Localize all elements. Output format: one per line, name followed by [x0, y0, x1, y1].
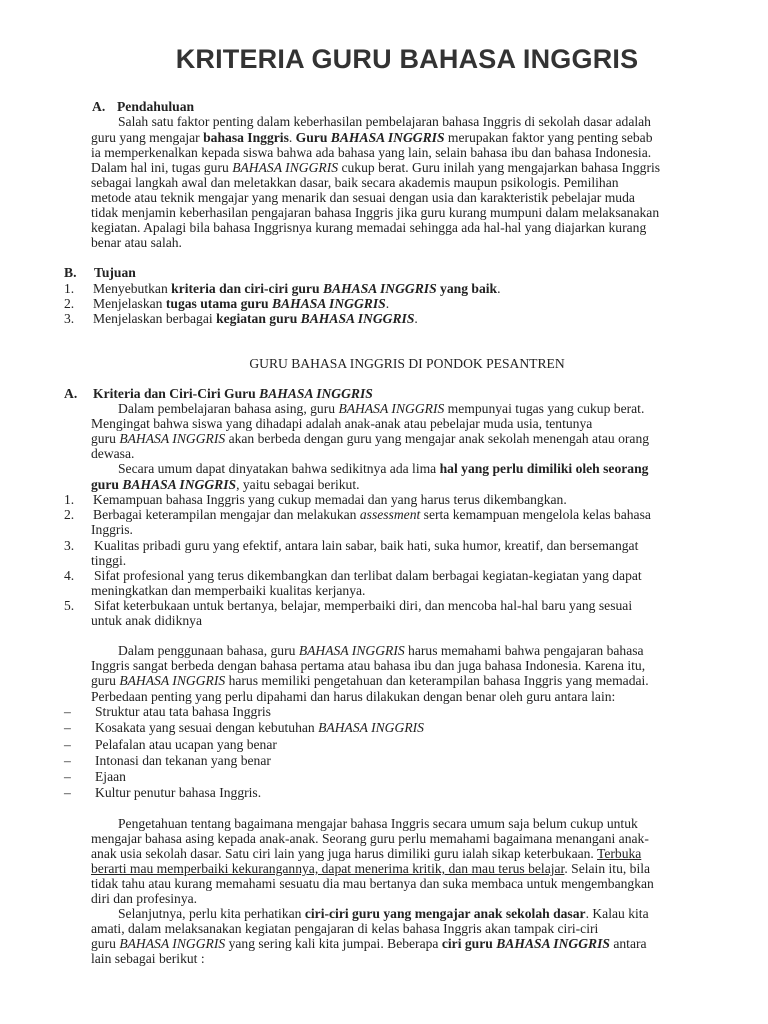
tujuan-item-2: Menjelaskan tugas utama guru BAHASA INGGRIS. [93, 296, 390, 311]
penggunaan-line-2: Inggris sangat berbeda dengan bahasa pertama atau bahasa ibu dan juga bahasa Indonesia. Karena itu, [91, 658, 646, 673]
section-number-b: B. [64, 265, 77, 280]
pengetahuan-line-5: tidak tahu atau kurang memahami sesuatu dia mau bertanya dan suka membaca untuk mengembangkan [91, 876, 654, 891]
penggunaan-line-4: Perbedaan penting yang perlu dipahami dan harus dilakukan dengan benar oleh guru antara lain: [91, 689, 616, 704]
penggunaan-line-3: guru BAHASA INGGRIS harus memiliki pengetahuan dan keterampilan bahasa Inggris yang memadai. [91, 673, 649, 688]
pengetahuan-line-4: berarti mau memperbaiki kekurangannya, dapat menerima kritik, dan mau terus belajar. Selain itu, bila [91, 861, 651, 876]
kriteria-p2-line-1: Secara umum dapat dinyatakan bahwa sedikitnya ada lima hal yang perlu dimiliki oleh seorang [118, 461, 649, 476]
bullet-2-marker: – [64, 720, 71, 735]
kriteria-item-2-line-2: Inggris. [91, 522, 133, 537]
bullet-5-marker: – [64, 769, 71, 784]
bullet-4-marker: – [64, 753, 71, 768]
intro-line-6: metode atau teknik mengajar yang menarik dan sesuai dengan usia dan karakteristik pebelajar muda [91, 190, 635, 205]
kriteria-p2-line-2: guru BAHASA INGGRIS, yaitu sebagai berikut. [91, 477, 360, 492]
intro-line-7: tidak menjamin keberhasilan pengajaran bahasa Inggris jika guru kurang mumpuni dalam melaksanakan [91, 205, 660, 220]
kriteria-p1-line-4: dewasa. [91, 446, 135, 461]
pengetahuan-line-1: Pengetahuan tentang bagaimana mengajar bahasa Inggris secara umum saja belum cukup untuk [118, 816, 638, 831]
selanjutnya-line-3: guru BAHASA INGGRIS yang sering kali kita jumpai. Beberapa ciri guru BAHASA INGGRIS antara [91, 936, 647, 951]
section-number-a: A. [92, 99, 106, 114]
kriteria-item-4-number: 4. [64, 568, 75, 583]
pengetahuan-line-6: diri dan profesinya. [91, 891, 198, 906]
kriteria-item-3-line-1: Kualitas pribadi guru yang efektif, antara lain sabar, baik hati, suka humor, kreatif, dan bersemangat [94, 538, 639, 553]
kriteria-item-5-line-2: untuk anak didiknya [91, 613, 202, 628]
section-heading-pendahuluan: Pendahuluan [117, 99, 195, 114]
kriteria-item-2-line-1: Berbagai keterampilan mengajar dan melakukan assessment serta kemampuan mengelola kelas bahasa [93, 507, 651, 522]
kriteria-p1-line-1: Dalam pembelajaran bahasa asing, guru BAHASA INGGRIS mempunyai tugas yang cukup berat. [118, 401, 645, 416]
intro-line-3: ia memperkenalkan kepada siswa bahwa ada bahasa yang lain, selain bahasa ibu dan bahasa Indonesia. [91, 145, 652, 160]
bullet-3-marker: – [64, 737, 71, 752]
page-title: KRITERIA GURU BAHASA INGGRIS [175, 44, 639, 74]
section-heading-tujuan: Tujuan [94, 265, 136, 280]
intro-line-4: Dalam hal ini, tugas guru BAHASA INGGRIS cukup berat. Guru inilah yang mengajarkan bahasa Inggris [91, 160, 661, 175]
bullet-1-marker: – [64, 704, 71, 719]
kriteria-item-3-number: 3. [64, 538, 75, 553]
kriteria-item-5-line-1: Sifat keterbukaan untuk bertanya, belajar, memperbaiki diri, dan mencoba hal-hal baru yang sesuai [94, 598, 633, 613]
tujuan-item-2-number: 2. [64, 296, 75, 311]
bullet-1: Struktur atau tata bahasa Inggris [95, 704, 271, 719]
bullet-3: Pelafalan atau ucapan yang benar [95, 737, 277, 752]
penggunaan-line-1: Dalam penggunaan bahasa, guru BAHASA INGGRIS harus memahami bahwa pengajaran bahasa [118, 643, 644, 658]
tujuan-item-1: Menyebutkan kriteria dan ciri-ciri guru BAHASA INGGRIS yang baik. [93, 281, 501, 296]
bullet-5: Ejaan [95, 769, 126, 784]
section-title: GURU BAHASA INGGRIS DI PONDOK PESANTREN [249, 356, 565, 371]
kriteria-item-5-number: 5. [64, 598, 75, 613]
intro-line-5: sebagai langkah awal dan meletakkan dasar, baik secara akademis maupun psikologis. Pemilihan [91, 175, 619, 190]
kriteria-item-1: Kemampuan bahasa Inggris yang cukup memadai dan yang harus terus dikembangkan. [93, 492, 567, 507]
kriteria-item-2-number: 2. [64, 507, 75, 522]
bullet-4: Intonasi dan tekanan yang benar [95, 753, 271, 768]
kriteria-item-1-number: 1. [64, 492, 75, 507]
kriteria-p1-line-3: guru BAHASA INGGRIS akan berbeda dengan guru yang mengajar anak sekolah menengah atau orang [91, 431, 650, 446]
pengetahuan-line-3: anak usia sekolah dasar. Satu ciri lain yang juga harus dimiliki guru ialah sikap keterbukaan. Terbuka [91, 846, 642, 861]
tujuan-item-1-number: 1. [64, 281, 75, 296]
selanjutnya-line-1: Selanjutnya, perlu kita perhatikan ciri-ciri guru yang mengajar anak sekolah dasar. Kalau kita [118, 906, 649, 921]
kriteria-item-4-line-1: Sifat profesional yang terus dikembangkan dan terlibat dalam berbagai kegiatan-kegiatan yang dapat [94, 568, 642, 583]
intro-line-1: Salah satu faktor penting dalam keberhasilan pembelajaran bahasa Inggris di sekolah dasar adalah [118, 114, 651, 129]
tujuan-item-3: Menjelaskan berbagai kegiatan guru BAHASA INGGRIS. [93, 311, 418, 326]
bullet-2: Kosakata yang sesuai dengan kebutuhan BAHASA INGGRIS [95, 720, 424, 735]
intro-line-2: guru yang mengajar bahasa Inggris. Guru BAHASA INGGRIS merupakan faktor yang penting sebab [91, 130, 653, 145]
intro-line-8: kegiatan. Apalagi bila bahasa Inggrisnya kurang memadai sehingga ada hal-hal yang diajarkan kurang [91, 220, 647, 235]
pengetahuan-line-2: mengajar bahasa asing kepada anak-anak. Seorang guru perlu memahami bagaimana menangani anak- [91, 831, 649, 846]
kriteria-item-3-line-2: tinggi. [91, 553, 127, 568]
tujuan-item-3-number: 3. [64, 311, 75, 326]
selanjutnya-line-4: lain sebagai berikut : [91, 951, 205, 966]
kriteria-number: A. [64, 386, 78, 401]
kriteria-item-4-line-2: meningkatkan dan memperbaiki kualitas kerjanya. [91, 583, 366, 598]
bullet-6-marker: – [64, 785, 71, 800]
intro-line-9: benar atau salah. [91, 235, 182, 250]
kriteria-heading: Kriteria dan Ciri-Ciri Guru BAHASA INGGRIS [93, 386, 373, 401]
selanjutnya-line-2: amati, dalam melaksanakan kegiatan pengajaran di kelas bahasa Inggris akan tampak ciri-ciri [91, 921, 599, 936]
kriteria-p1-line-2: Mengingat bahwa siswa yang dihadapi adalah anak-anak atau pebelajar muda usia, tentunya [91, 416, 593, 431]
bullet-6: Kultur penutur bahasa Inggris. [95, 785, 262, 800]
